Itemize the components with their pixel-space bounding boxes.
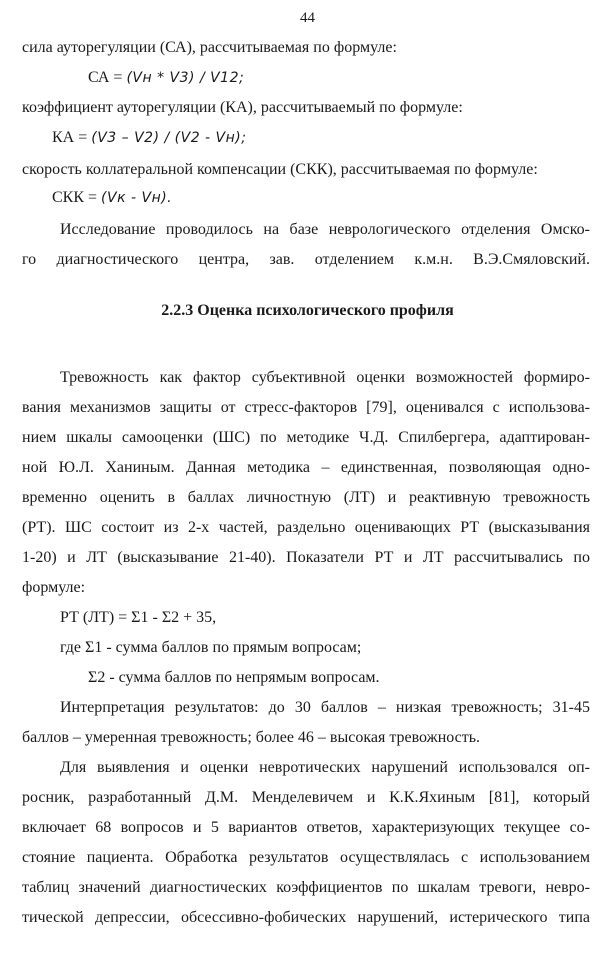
paragraph-line: ной Ю.Л. Ханиным. Данная методика – единственная, позволяющая одно-: [22, 459, 590, 476]
page-number: 44: [300, 10, 315, 26]
text-line-study-1: Исследование проводилось на базе неврологического отделения Омско-: [60, 221, 590, 238]
formula-rt: РТ (ЛТ) = Σ1 - Σ2 + 35,: [60, 609, 217, 626]
paragraph-line: стояние пациента. Обработка результатов осуществлялась с использованием: [22, 849, 590, 866]
interpretation-line: баллов – умеренная тревожность; более 46 – высокая тревожность.: [22, 729, 481, 746]
paragraph-line: 1-20) и ЛТ (высказывание 21-40). Показатели РТ и ЛТ рассчитывались по: [22, 549, 590, 566]
formula-ca-rhs: (Vн * V3) / V12;: [126, 70, 245, 86]
text-line-ka-intro: коэффициент ауторегуляции (КА), рассчитываемый по формуле:: [22, 99, 463, 116]
paragraph-line: временно оценить в баллах личностную (ЛТ) и реактивную тревожность: [22, 489, 590, 506]
paragraph-line: Тревожность как фактор субъективной оценки возможностей формиро-: [60, 369, 590, 386]
formula-ka: [52, 128, 246, 148]
paragraph-line: Для выявления и оценки невротических нарушений использовался оп-: [60, 759, 590, 776]
text-line-study-2: го диагностического центра, зав. отделением к.м.н. В.Э.Смяловский.: [22, 251, 590, 268]
paragraph-line: (РТ). ШС состоит из 2-х частей, раздельно оценивающих РТ (высказывания: [22, 519, 590, 536]
paragraph-line: нием шкалы самооценки (ШС) по методике Ч.Д. Спилбергера, адаптирован-: [22, 429, 590, 446]
paragraph-line: включает 68 вопросов и 5 вариантов ответов, характеризующих текущее со-: [22, 819, 590, 836]
paragraph-line: вания механизмов защиты от стресс-факторов [79], оценивался с использова-: [22, 399, 590, 416]
paragraph-line: таблиц значений диагностических коэффициентов по шкалам тревоги, невро-: [22, 879, 590, 896]
text-line-skk-intro: скорость коллатеральной компенсации (СКК), рассчитываемая по формуле:: [22, 161, 538, 178]
formula-skk-lhs: СКК =: [52, 189, 102, 206]
formula-skk-rhs: (Vк - Vн).: [101, 190, 173, 206]
formula-skk: [52, 188, 172, 208]
formula-ka-rhs: (V3 – V2) / (V2 - Vн);: [91, 130, 247, 146]
paragraph-line: росник, разработанный Д.М. Менделевичем и К.К.Яхиным [81], который: [22, 789, 590, 806]
formula-ca: [88, 68, 244, 88]
paragraph-line: формуле:: [22, 579, 86, 596]
section-heading: 2.2.3 Оценка психологического профиля: [161, 302, 454, 319]
formula-ca-lhs: СА =: [88, 69, 127, 86]
text-line-ca-intro: сила ауторегуляции (СА), рассчитываемая по формуле:: [22, 39, 397, 56]
paragraph-line: тической депрессии, обсессивно-фобических нарушений, истерического типа: [22, 909, 590, 926]
interpretation-line: Интерпретация результатов: до 30 баллов – низкая тревожность; 31-45: [60, 699, 590, 716]
formula-ka-lhs: КА =: [52, 129, 92, 146]
formula-where-sigma1: где Σ1 - сумма баллов по прямым вопросам;: [60, 639, 362, 656]
formula-sigma2: Σ2 - сумма баллов по непрямым вопросам.: [88, 669, 380, 686]
